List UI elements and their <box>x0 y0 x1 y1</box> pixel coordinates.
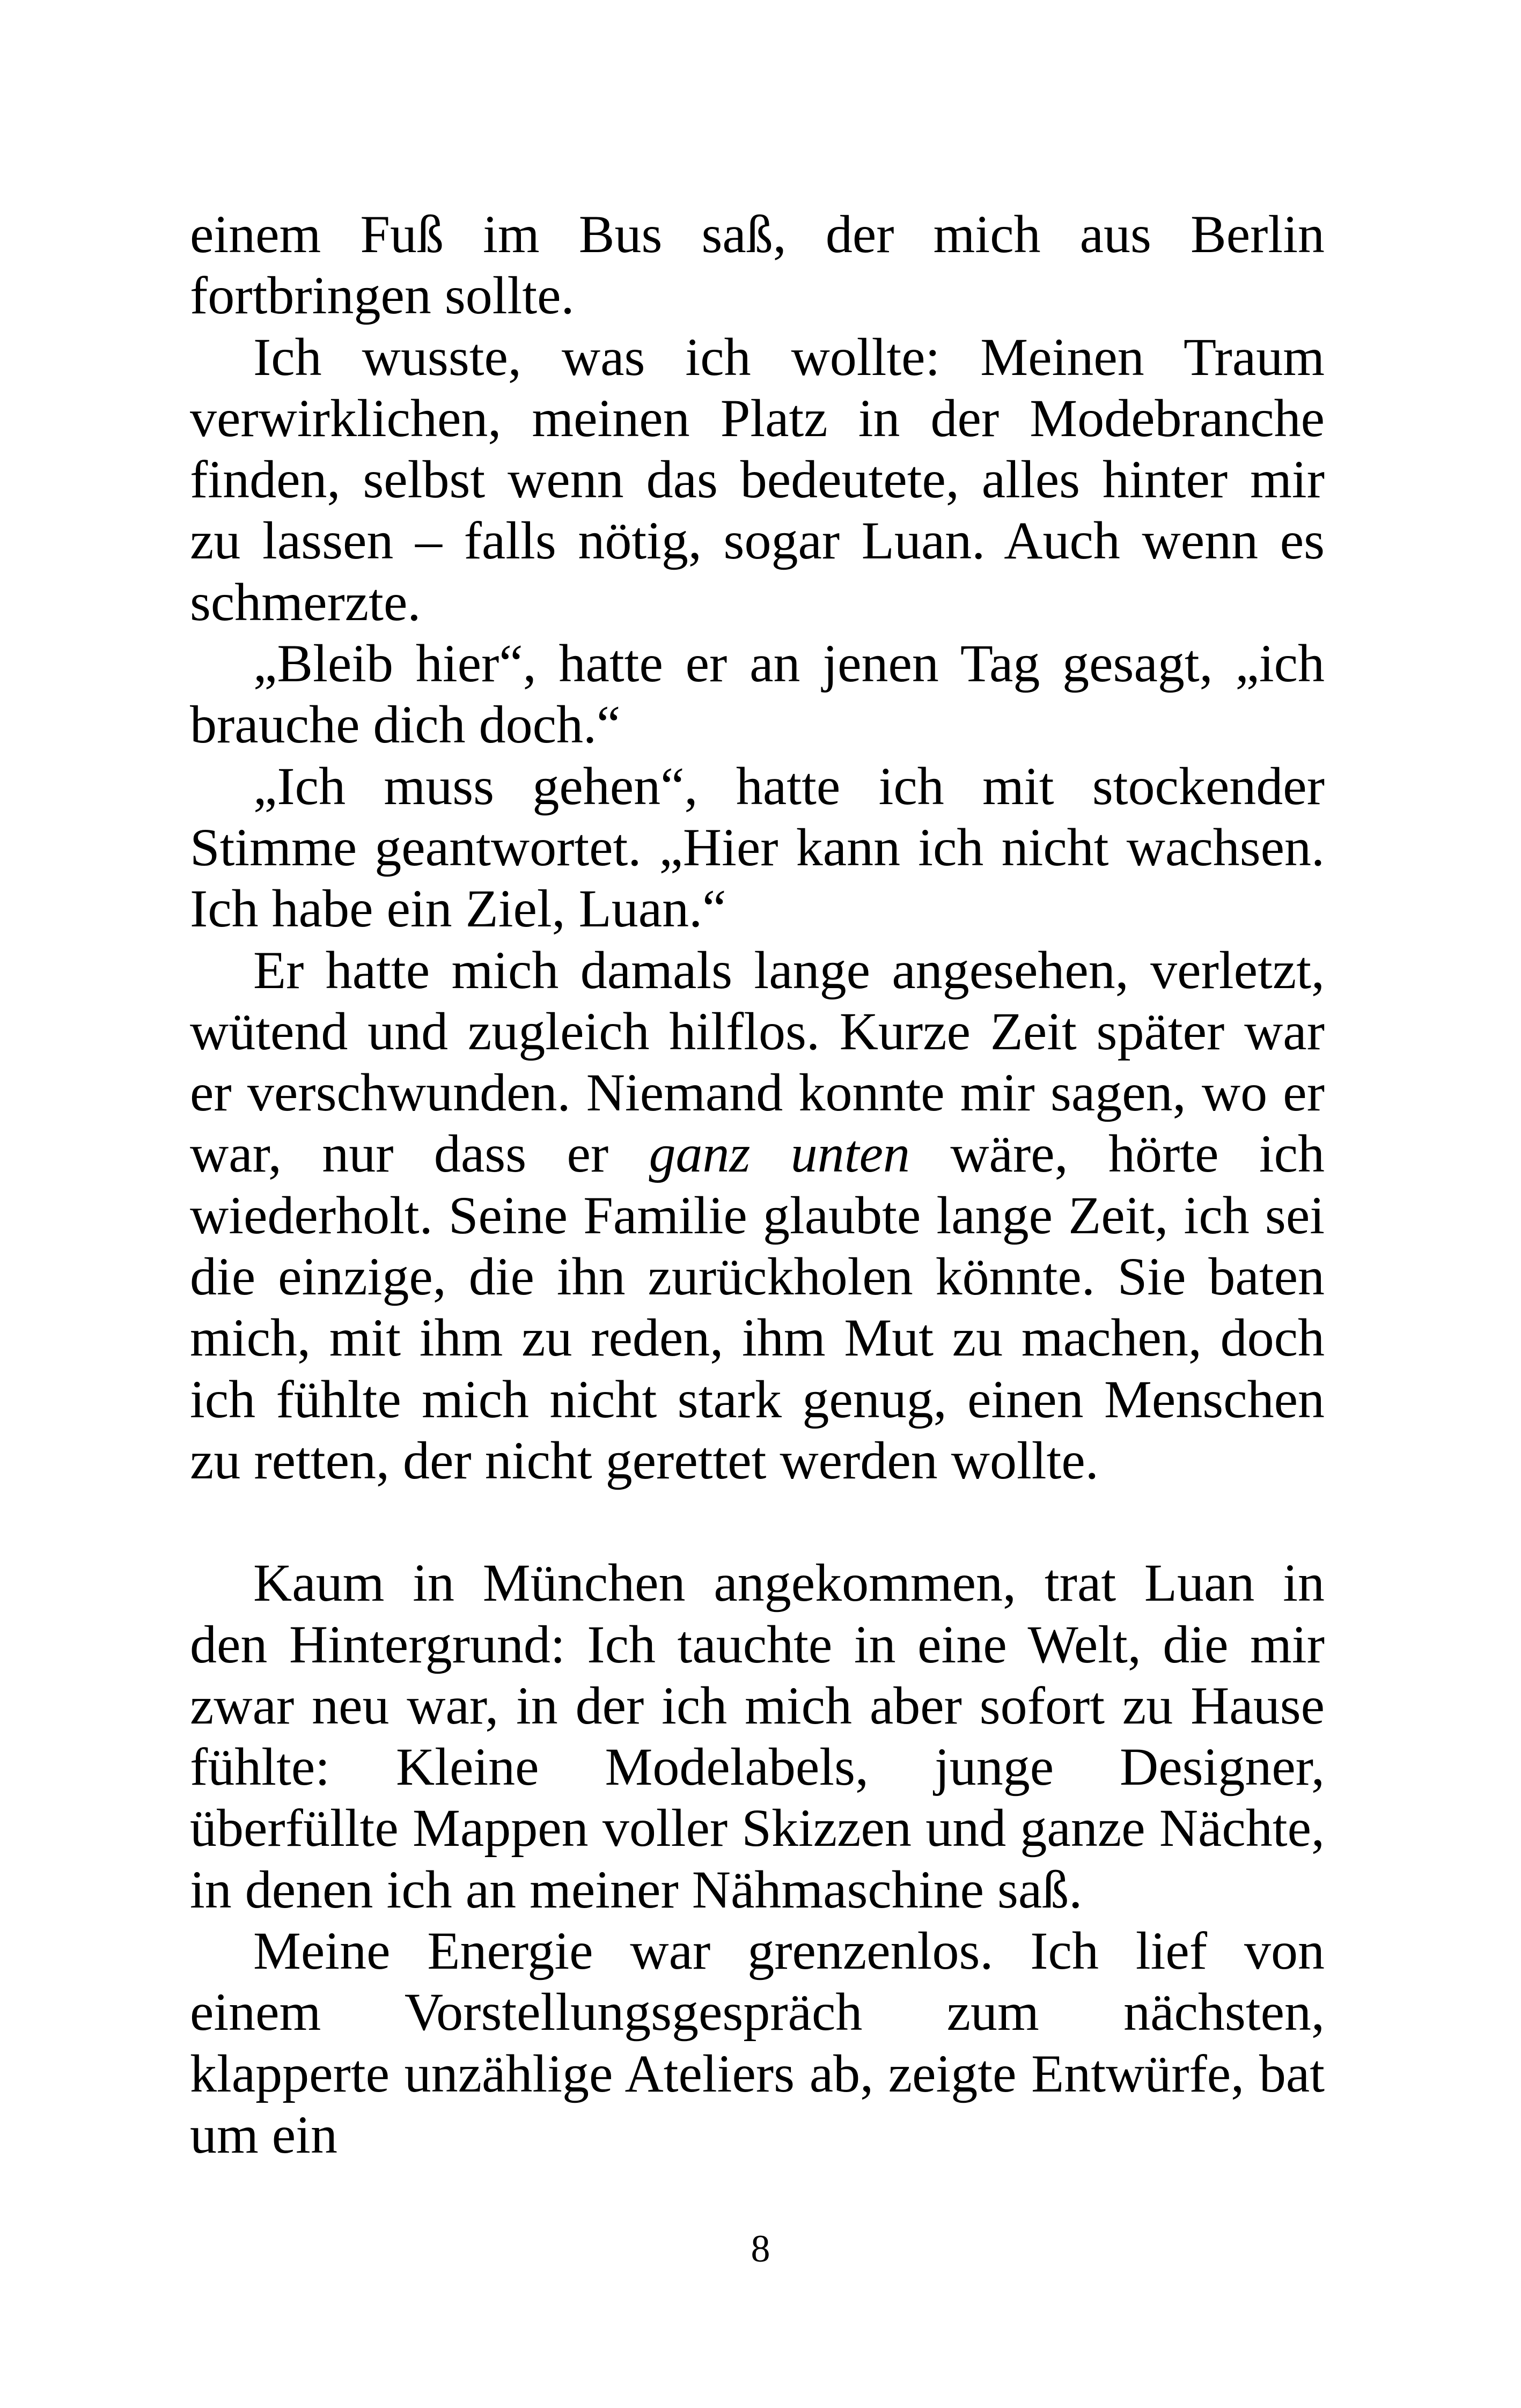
paragraph-3: „Bleib hier“, hatte er an jenen Tag gesagt, „ich brauche dich doch.“ <box>190 634 1325 755</box>
paragraph-5 <box>190 940 1325 1492</box>
paragraph-5-text-before: Er hatte mich damals lange angesehen, verletzt, wütend und zugleich hilflos. Kurze Zeit später war er verschwunden. Niemand konnte mir sagen, wo er war, nur dass er <box>190 940 1325 1184</box>
paragraph-2: Ich wusste, was ich wollte: Meinen Traum verwirklichen, meinen Platz in der Modebranche finden, selbst wenn das bedeutete, alles hinter mir zu lassen – falls nötig, sogar Luan. Auch wenn es schmerzte. <box>190 327 1325 632</box>
paragraph-7: Meine Energie war grenzenlos. Ich lief von einem Vorstellungsgespräch zum nächsten, klapperte unzählige Ateliers ab, zeigte Entwürfe, bat um ein <box>190 1921 1325 2164</box>
paragraph-1: einem Fuß im Bus saß, der mich aus Berlin fortbringen sollte. <box>190 204 1325 326</box>
paragraph-4: „Ich muss gehen“, hatte ich mit stockender Stimme geantwortet. „Hier kann ich nicht wachsen. Ich habe ein Ziel, Luan.“ <box>190 756 1325 939</box>
paragraph-5-text-after: wäre, hörte ich wiederholt. Seine Familie glaubte lange Zeit, ich sei die einzige, die ihn zurückholen könnte. Sie baten mich, mit ihm zu reden, ihm Mut zu machen, doch ich fühlte mich nicht stark genug, einen Menschen zu retten, der nicht gerettet werden wollte. <box>190 1124 1325 1490</box>
paragraph-6: Kaum in München angekommen, trat Luan in den Hintergrund: Ich tauchte in eine Welt, die mir zwar neu war, in der ich mich aber sofort zu Hause fühlte: Kleine Modelabels, junge Designer, überfüllte Mappen voller Skizzen und ganze Nächte, in denen ich an meiner Nähmaschine saß. <box>190 1553 1325 1919</box>
paragraph-5-emphasis: ganz unten <box>649 1124 910 1184</box>
page-number: 8 <box>751 2227 770 2270</box>
page-body-text <box>190 204 1325 2166</box>
